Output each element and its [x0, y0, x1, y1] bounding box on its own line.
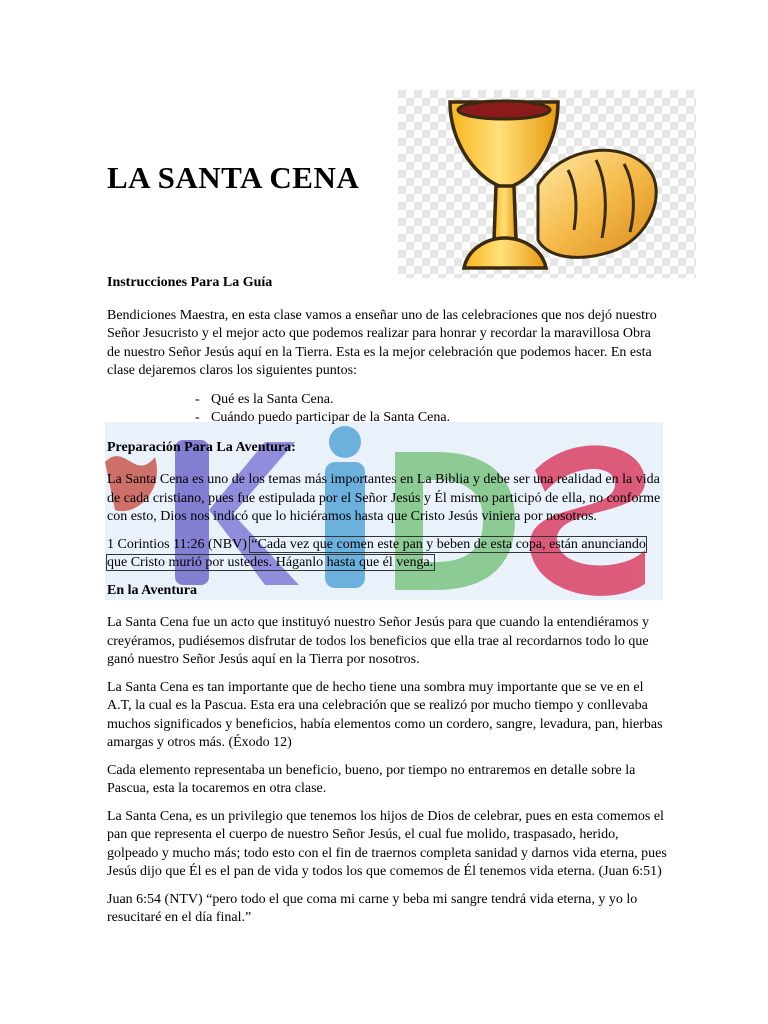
paragraph-aventura-3: Cada elemento representaba un beneficio, bueno, por tiempo no entraremos en detalle sobre la Pascua, esta la tocaremos en otra clase. [107, 762, 636, 796]
page-title: LA SANTA CENA [107, 160, 360, 195]
section-heading-instrucciones: Instrucciones Para La Guía [107, 275, 273, 290]
paragraph-preparacion: La Santa Cena es uno de los temas más importantes en La Biblia y debe ser una realidad en la vida de cada cristiano, pues fue estipulada por el Señor Jesús y Él mismo participó de ella, no conforme con esto, Dios nos indicó que lo hiciéramos hasta que Cristo Jesús viniera por nosotros. [107, 472, 661, 524]
verse-reference: 1 Corintios 11:26 (NBV) [107, 536, 251, 552]
points-list [107, 391, 667, 428]
paragraph-aventura-2: La Santa Cena es tan importante que de hecho tiene una sombra muy importante que se ve en el A.T, la cual es la Pascua. Esta era una celebración que se realizó por mucho tiempo y conllevaba muchos significados y beneficios, había elementos como un cordero, sangre, levadura, pan, hierbas amargas y otros más. (Éxodo 12) [107, 679, 663, 750]
document-body [107, 274, 667, 928]
paragraph-aventura-4: La Santa Cena, es un privilegio que tenemos los hijos de Dios de celebrar, pues en esta comemos el pan que representa el cuerpo de nuestro Señor Jesús, el cual fue molido, traspasado, herido, golpeado y mucho más; todo esto con el fin de traernos completa sanidad y darnos vida eterna, pues Jesús dijo que Él es el pan de vida y todos los que comemos de Él tenemos vida eterna. (Juan 6:51) [107, 808, 667, 879]
chalice-and-bread-icon [398, 90, 696, 278]
section-heading-preparacion: Preparación Para La Aventura: [107, 439, 296, 455]
verse-quote: “Cada vez que comen este pan y beben de esta copa, están anunciando que Cristo murió por ustedes. Háganlo hasta que él venga. [107, 536, 646, 570]
paragraph-intro: Bendiciones Maestra, en esta clase vamos a enseñar uno de las celebraciones que nos dejó nuestro Señor Jesucristo y el mejor acto que podemos realizar para honrar y recordar la maravillosa Obra de nuestro Señor Jesús aquí en la Tierra. Esta es la mejor celebración que podemos hacer. En esta clase dejaremos claros los siguientes puntos: [107, 307, 657, 378]
paragraph-aventura-5: Juan 6:54 (NTV) “pero todo el que coma mi carne y beba mi sangre tendrá vida eterna, y yo lo resucitaré en el día final.” [107, 891, 638, 925]
verse-paragraph [107, 536, 667, 573]
section-heading-aventura: En la Aventura [107, 582, 197, 598]
list-item: - Qué es la Santa Cena. [107, 391, 667, 410]
paragraph-aventura-1: La Santa Cena fue un acto que instituyó nuestro Señor Jesús para que cuando la entendiéramos y creyéramos, pudiésemos disfrutar de todos los beneficios que ella trae al recordarnos todo lo que ganó nuestro Señor Jesús aquí en la Tierra por nosotros. [107, 615, 649, 667]
list-item: - Cuándo puedo participar de la Santa Cena. [107, 409, 667, 428]
